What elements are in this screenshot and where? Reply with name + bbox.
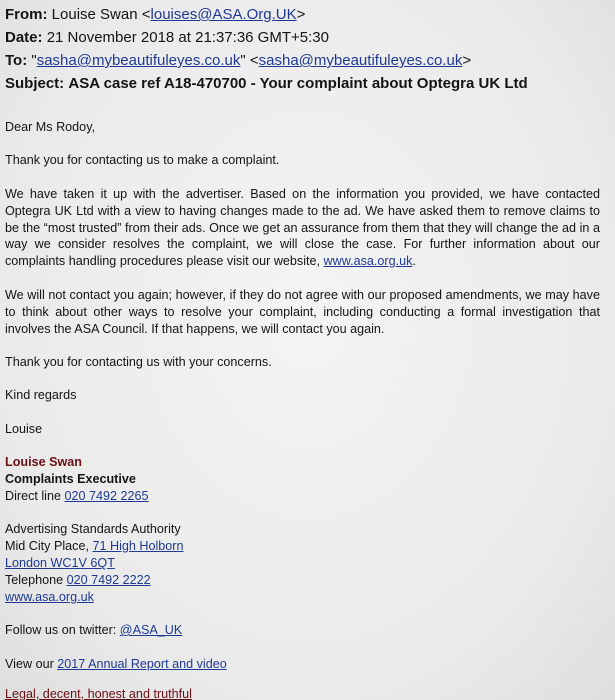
postcode-link[interactable]: London WC1V 6QT — [5, 556, 115, 570]
twitter-row — [5, 622, 600, 639]
from-row: From: Louise Swan <louises@ASA.Org.UK> — [5, 6, 306, 23]
address-line-1 — [5, 538, 600, 555]
date-row — [5, 29, 329, 47]
org-name: Advertising Standards Authority — [5, 522, 181, 536]
report-label: View our — [5, 657, 58, 671]
closing: Kind regards — [5, 388, 77, 402]
to-name-link[interactable]: sasha@mybeautifuleyes.co.uk — [36, 52, 241, 69]
from-name: Louise Swan — [51, 6, 138, 23]
direct-line-label: Direct line — [5, 489, 65, 503]
telephone-link[interactable]: 020 7492 2222 — [66, 573, 151, 587]
telephone-row — [5, 572, 600, 589]
twitter-label: Follow us on twitter: — [5, 623, 120, 637]
direct-line-link[interactable]: 020 7492 2265 — [64, 489, 149, 503]
greeting: Dear Ms Rodoy, — [5, 120, 96, 134]
signature-title: Complaints Executive — [5, 472, 136, 486]
tagline-link[interactable]: Legal, decent, honest and truthful — [5, 687, 192, 700]
paragraph-1: Thank you for contacting us to make a complaint. — [5, 153, 280, 167]
from-email-link[interactable]: louises@ASA.Org.UK — [150, 6, 297, 23]
paragraph-2-text: We have taken it up with the advertiser. Based on the information you provided, we have contacted Optegra UK Ltd with a view to having changes made to the ad. We have asked them to remove claims to be the “most trusted” from their ads. Once we get an assurance from them that they will change the ad in a way we consider resolves the complaint, we will close the case. For further information about our complaints handling procedures please visit our website, — [5, 187, 600, 269]
subject-label: Subject: — [5, 75, 65, 92]
annual-report-link[interactable]: 2017 Annual Report and video — [57, 657, 227, 671]
subject-row — [5, 75, 528, 93]
to-label: To: — [5, 52, 28, 69]
twitter-link[interactable]: @ASA_UK — [119, 623, 183, 637]
date-value: 21 November 2018 at 21:37:36 GMT+5:30 — [46, 29, 329, 46]
signature-website-link[interactable]: www.asa.org.uk — [5, 590, 94, 604]
first-name: Louise — [5, 422, 43, 436]
direct-line-row — [5, 488, 600, 505]
paragraph-2-end: . — [412, 254, 416, 269]
address-link[interactable]: 71 High Holborn — [92, 539, 184, 553]
website-row — [5, 589, 600, 606]
paragraph-2 — [5, 186, 600, 270]
paragraph-3: We will not contact you again; however, if they do not agree with our proposed amendments, we may have to think about other ways to resolve your complaint, including conducting a formal investigation that involves the ASA Council. If that happens, we will contact you again. — [5, 288, 600, 336]
telephone-label: Telephone — [5, 573, 67, 587]
address-prefix: Mid City Place, — [5, 539, 93, 553]
report-row — [5, 656, 600, 673]
address-line-2 — [5, 555, 600, 572]
website-link[interactable]: www.asa.org.uk — [323, 254, 413, 269]
to-email-link[interactable]: sasha@mybeautifuleyes.co.uk — [258, 52, 463, 69]
signature-name: Louise Swan — [5, 455, 82, 469]
to-row: To: "sasha@mybeautifuleyes.co.uk" <sasha@mybeautifuleyes.co.uk> — [5, 52, 472, 69]
paragraph-4: Thank you for contacting us with your concerns. — [5, 355, 272, 369]
tagline-row — [5, 686, 600, 700]
subject-value: ASA case ref A18-470700 - Your complaint about Optegra UK Ltd — [68, 75, 528, 92]
from-label: From: — [5, 6, 48, 23]
date-label: Date: — [5, 29, 43, 46]
